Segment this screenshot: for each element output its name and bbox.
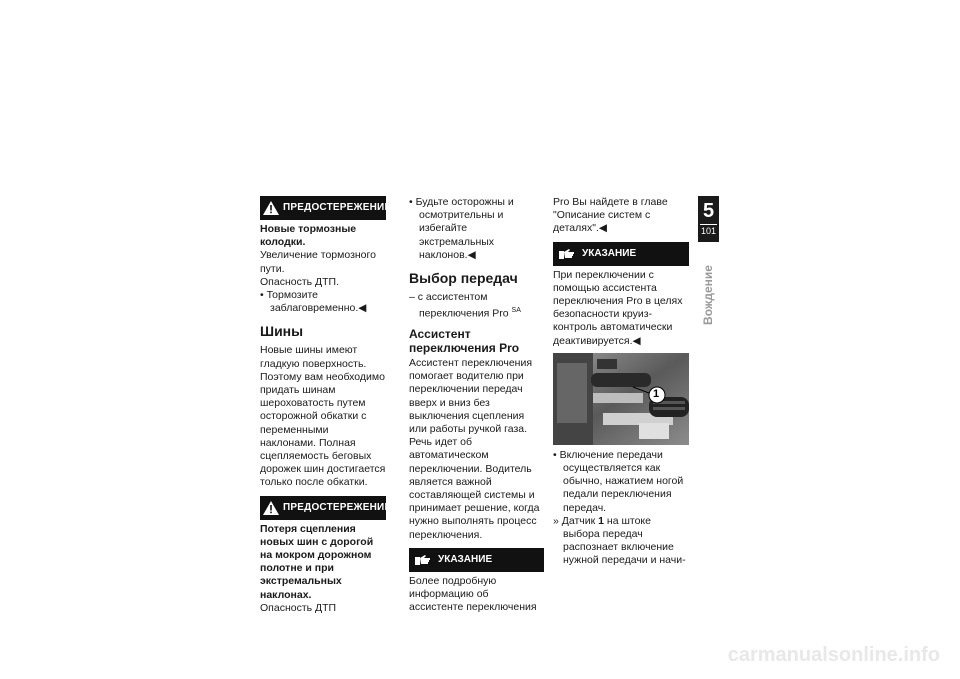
callout-number: 1 xyxy=(653,387,660,400)
column-1 xyxy=(260,196,392,615)
dash-item xyxy=(409,291,544,321)
paragraph: Pro Вы найдете в главе "Описание систем с деталях".◀ xyxy=(553,196,668,235)
warning-title: Новые тормозные колодки. xyxy=(260,223,357,249)
watermark: carmanualsonline.info xyxy=(727,644,940,666)
paragraph: Ассистент переключения помогает водителю при переключении передач вверх и вниз без выключения сцепления или работы ручкой газа. Речь идет об автоматическом переключении. Водитель является важной составляющей системы и принимает решение, когда нужно выполнять процесс переключения. xyxy=(409,356,540,541)
hand-note-icon xyxy=(412,554,434,566)
side-section-label xyxy=(697,250,719,340)
section-heading-tyres: Шины xyxy=(260,323,304,340)
column-3 xyxy=(553,196,689,568)
warning-banner xyxy=(260,196,392,220)
note-banner xyxy=(553,242,689,266)
warning-label: ПРЕДОСТЕРЕЖЕНИЕ xyxy=(283,202,392,214)
column-2 xyxy=(409,196,544,614)
note-label: УКАЗАНИЕ xyxy=(438,554,493,566)
section-heading-gear: Выбор передач xyxy=(409,270,518,287)
note-banner xyxy=(409,548,544,572)
note-label: УКАЗАНИЕ xyxy=(582,248,637,259)
bullet-item: • Включение передачи осуществляется как обычно, нажатием ногой педали переключения передач. xyxy=(553,448,684,514)
section-heading-assistant: Ассистент переключения Pro xyxy=(409,326,520,355)
warning-line: Опасность ДТП xyxy=(260,601,337,614)
result-text: на штоке выбора передач распознает включение нужной передачи и начи- xyxy=(563,514,686,567)
warning-line: Опасность ДТП. xyxy=(260,275,340,288)
paragraph: Новые шины имеют гладкую поверхность. Поэтому вам необходимо придать шинам шероховатость путем осторожной обкатки с переменными наклонами. Полная сцепляемость беговых дорожек шин достигается только после обкатки. xyxy=(260,344,386,489)
warning-label: ПРЕДОСТЕРЕЖЕНИЕ xyxy=(283,502,392,514)
bullet-item: • Тормозите xyxy=(260,289,319,302)
result-item xyxy=(553,515,689,568)
warning-line: Увеличение тормозного пути. xyxy=(260,249,376,275)
warning-triangle-icon xyxy=(263,201,279,215)
result-prefix: » Датчик xyxy=(553,514,599,527)
callout-ref: 1 xyxy=(598,514,604,527)
gear-shift-photo xyxy=(553,353,689,445)
warning-triangle-icon xyxy=(263,501,279,515)
paragraph: При переключении с помощью ассистента переключения Pro в целях безопасности круиз-контроль автоматически деактивируется.◀ xyxy=(553,268,683,347)
sa-superscript: SA xyxy=(511,307,521,315)
hand-note-icon xyxy=(556,248,578,260)
chapter-number: 5 xyxy=(702,200,715,222)
section-name: Вождение xyxy=(701,265,715,325)
warning-banner xyxy=(260,496,392,520)
dash-text: – с ассистентом переключения Pro xyxy=(409,291,509,320)
paragraph: Более подробную информацию об ассистенте переключения xyxy=(409,574,537,614)
warning-title: Потеря сцепления новых шин с дорогой на мокром дорожном полотне и при экстремальных наклонах. xyxy=(260,522,374,601)
page-number: 101 xyxy=(700,226,717,236)
chapter-tab xyxy=(698,196,719,242)
bullet-continuation: заблаговременно.◀ xyxy=(270,302,367,315)
bullet-item: • Будьте осторожны и осмотрительны и избегайте экстремальных наклонов.◀ xyxy=(409,196,514,261)
